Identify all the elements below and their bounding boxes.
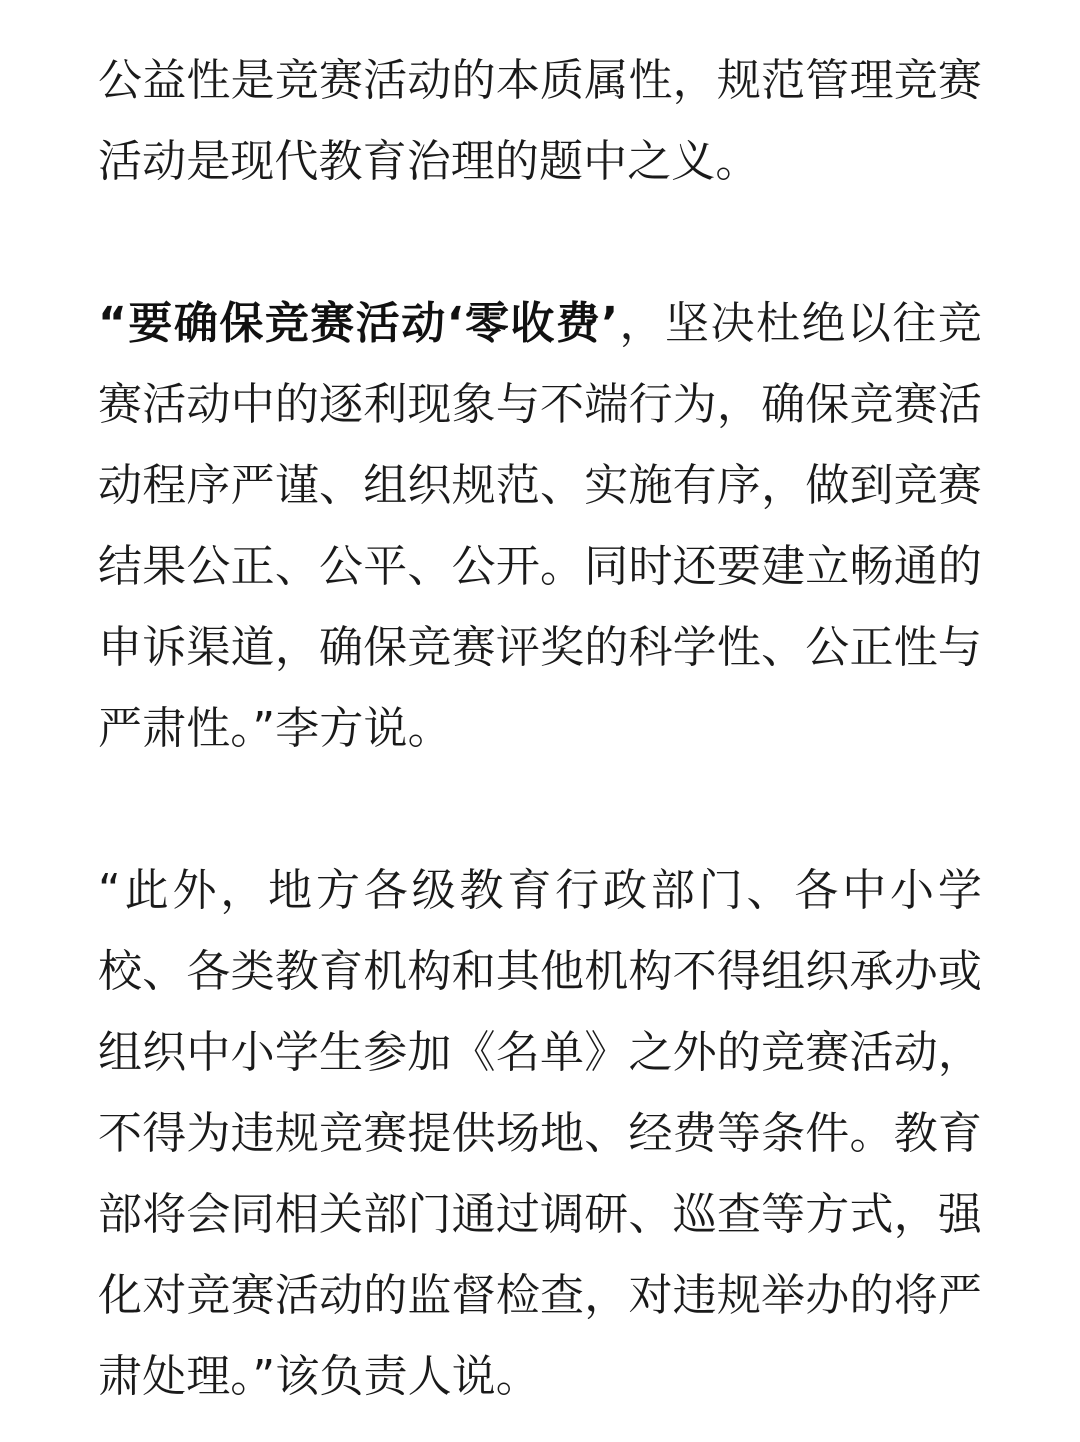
paragraph-1 xyxy=(98,40,982,202)
article-body xyxy=(98,40,982,1417)
paragraph-3 xyxy=(98,850,982,1417)
paragraph-3-text: “此外，地方各级教育行政部门、各中小学校、各类教育机构和其他机构不得组织承办或组织中小学生参加《名单》之外的竞赛活动，不得为违规竞赛提供场地、经费等条件。教育部将会同相关部门通过调研、巡查等方式，强化对竞赛活动的监督检查，对违规举办的将严肃处理。”该负责人说。 xyxy=(98,865,982,1402)
paragraph-1-text: 公益性是竞赛活动的本质属性，规范管理竞赛活动是现代教育治理的题中之义。 xyxy=(98,55,982,187)
paragraph-2 xyxy=(98,283,982,769)
paragraph-2-text: ，坚决杜绝以往竞赛活动中的逐利现象与不端行为，确保竞赛活动程序严谨、组织规范、实施有序，做到竞赛结果公正、公平、公开。同时还要建立畅通的申诉渠道，确保竞赛评奖的科学性、公正性与严肃性。”李方说。 xyxy=(98,298,982,754)
paragraph-2-bold-quote: “要确保竞赛活动‘零收费’ xyxy=(98,298,619,349)
